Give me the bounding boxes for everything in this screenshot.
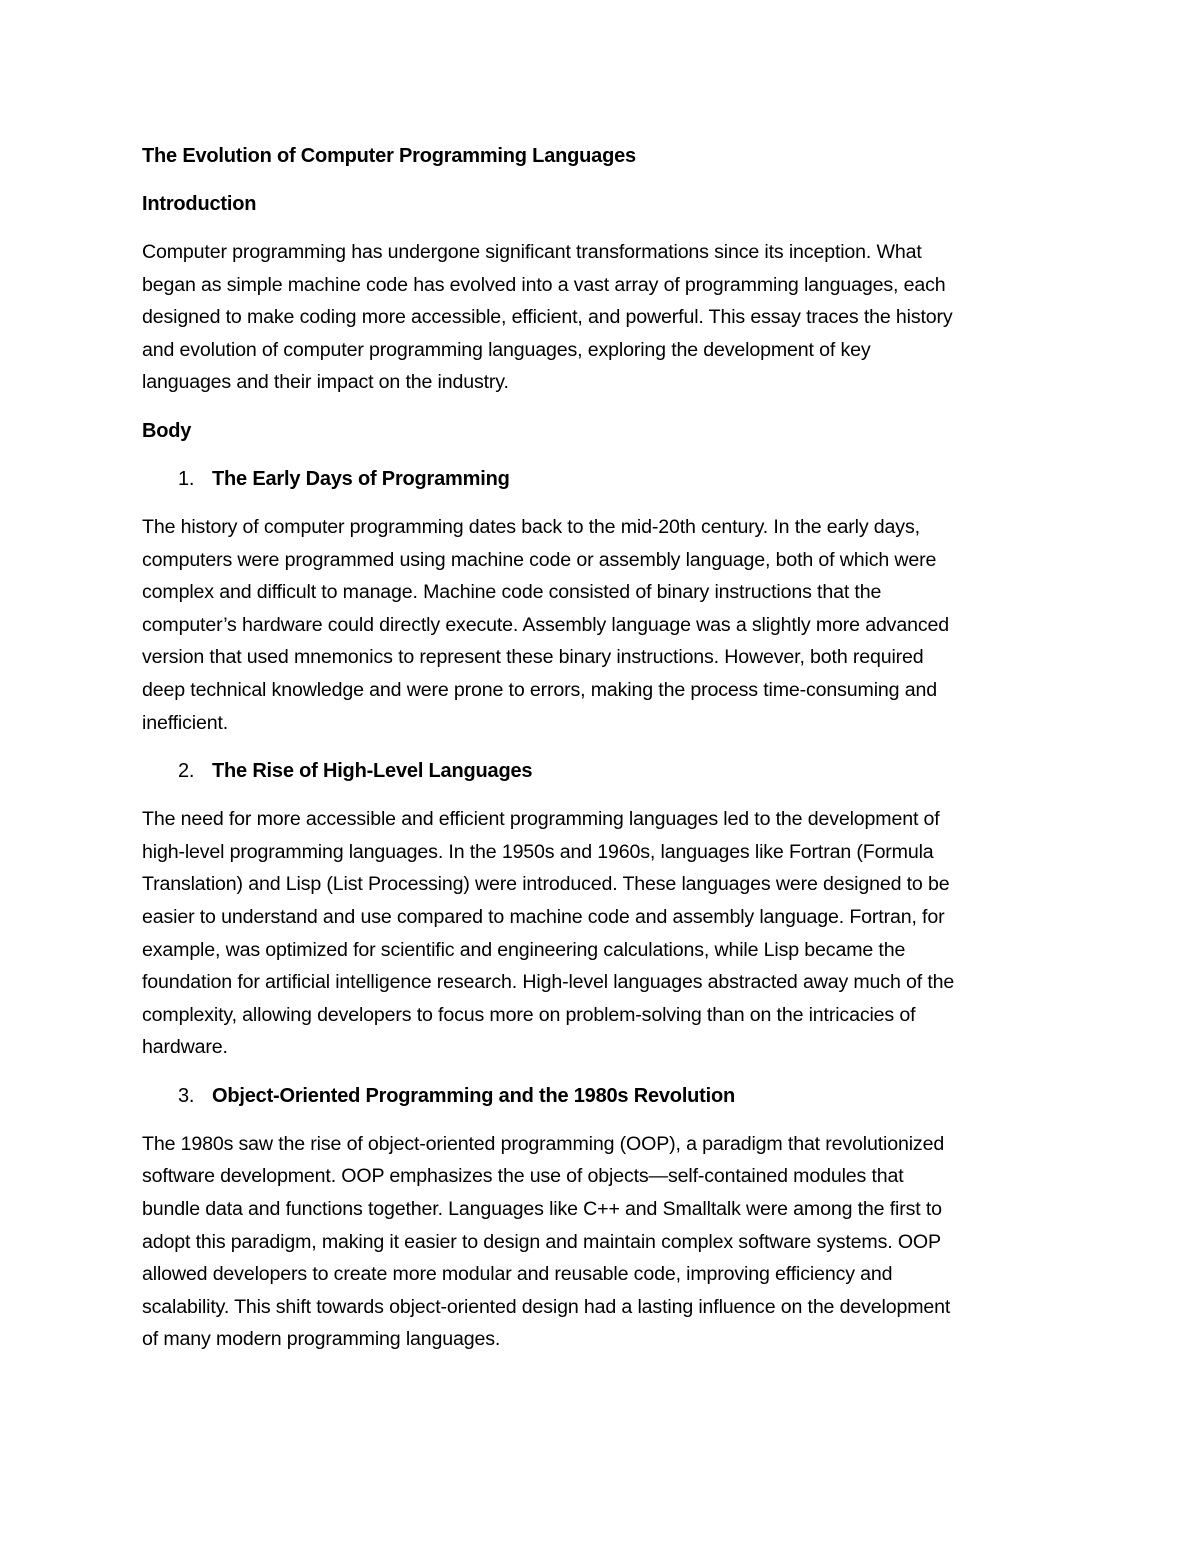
paragraph-line: began as simple machine code has evolved into a vast array of programming languages, each: [142, 273, 946, 296]
section-heading-text: The Rise of High-Level Languages: [212, 760, 533, 783]
document-content: [142, 140, 1062, 1372]
paragraph-line: high-level programming languages. In the 1950s and 1960s, languages like Fortran (Formula: [142, 840, 934, 863]
section-heading-text: Object-Oriented Programming and the 1980s Revolution: [212, 1084, 736, 1107]
paragraph-line: of many modern programming languages.: [142, 1328, 501, 1351]
section-1-heading: [142, 463, 1062, 495]
paragraph-line: The 1980s saw the rise of object-oriented programming (OOP), a paradigm that revolutionized: [142, 1132, 945, 1155]
body-heading: Body: [142, 419, 192, 442]
paragraph-line: Computer programming has undergone significant transformations since its inception. What: [142, 241, 922, 263]
introduction-heading: Introduction: [142, 193, 257, 215]
section-1-paragraph: [142, 511, 1062, 739]
paragraph-line: designed to make coding more accessible, efficient, and powerful. This essay traces the history: [142, 306, 953, 329]
paragraph-line: Translation) and Lisp (List Processing) were introduced. These languages were designed to be: [142, 873, 950, 896]
paragraph-line: example, was optimized for scientific and engineering calculations, while Lisp became the: [142, 938, 906, 961]
paragraph-line: software development. OOP emphasizes the use of objects—self-contained modules that: [142, 1165, 904, 1188]
paragraph-line: allowed developers to create more modular and reusable code, improving efficiency and: [142, 1263, 893, 1286]
section-2-paragraph: [142, 803, 1062, 1064]
paragraph-line: easier to understand and use compared to machine code and assembly language. Fortran, for: [142, 905, 945, 928]
paragraph-line: bundle data and functions together. Languages like C++ and Smalltalk were among the first to: [142, 1198, 942, 1221]
paragraph-line: hardware.: [142, 1036, 228, 1059]
section-heading-text: The Early Days of Programming: [212, 467, 510, 490]
section-3-heading: [142, 1080, 1062, 1112]
paragraph-line: inefficient.: [142, 711, 229, 734]
section-number: 2.: [178, 760, 195, 783]
paragraph-line: The need for more accessible and efficient programming languages led to the development of: [142, 808, 940, 831]
section-number: 3.: [178, 1084, 195, 1107]
section-number: 1.: [178, 467, 195, 490]
introduction-paragraph: [142, 236, 1062, 399]
paragraph-line: computer’s hardware could directly execute. Assembly language was a slightly more advanced: [142, 613, 949, 636]
document-title: The Evolution of Computer Programming Languages: [142, 145, 636, 167]
paragraph-line: languages and their impact on the industry.: [142, 371, 509, 394]
paragraph-line: computers were programmed using machine code or assembly language, both of which were: [142, 548, 937, 571]
paragraph-line: version that used mnemonics to represent these binary instructions. However, both required: [142, 646, 924, 669]
paragraph-line: scalability. This shift towards object-oriented design had a lasting influence on the development: [142, 1295, 951, 1318]
section-2-heading: [142, 755, 1062, 787]
paragraph-line: foundation for artificial intelligence research. High-level languages abstracted away much of the: [142, 971, 955, 994]
paragraph-line: and evolution of computer programming languages, exploring the development of key: [142, 338, 871, 361]
section-3-paragraph: [142, 1128, 1062, 1356]
paragraph-line: complexity, allowing developers to focus more on problem-solving than on the intricacies of: [142, 1003, 916, 1026]
paragraph-line: adopt this paradigm, making it easier to design and maintain complex software systems. OOP: [142, 1230, 941, 1253]
paragraph-line: The history of computer programming dates back to the mid-20th century. In the early days,: [142, 515, 920, 538]
paragraph-line: deep technical knowledge and were prone to errors, making the process time-consuming and: [142, 678, 937, 701]
paragraph-line: complex and difficult to manage. Machine code consisted of binary instructions that the: [142, 581, 882, 604]
